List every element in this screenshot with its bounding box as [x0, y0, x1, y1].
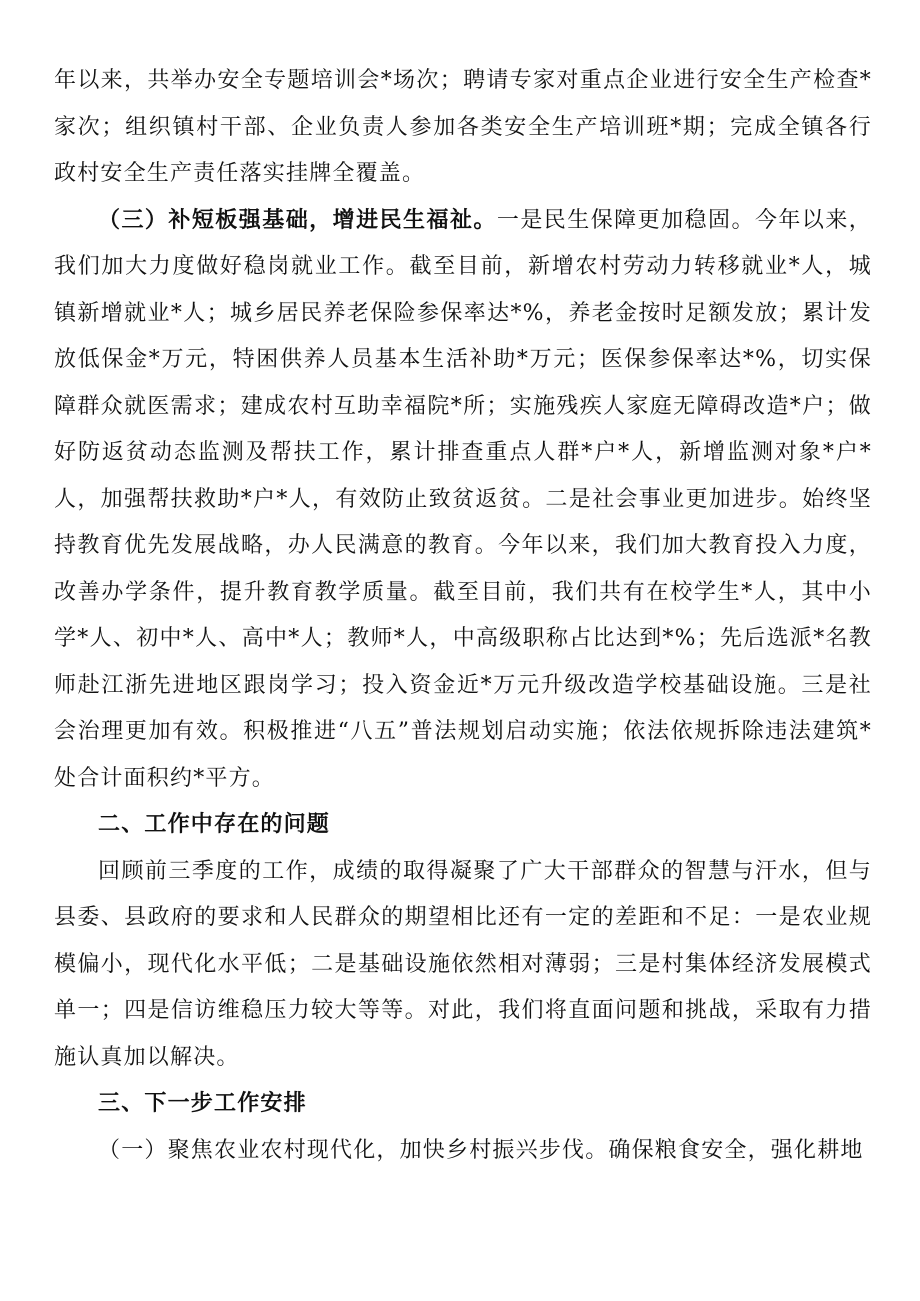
heading-next-steps: 三、下一步工作安排: [98, 1091, 307, 1116]
paragraph-livelihood: [54, 198, 872, 803]
section-lead-livelihood: （三）补短板强基础，增进民生福祉。: [98, 207, 497, 233]
paragraph-safety-training: 年以来，共举办安全专题培训会*场次；聘请专家对重点企业进行安全生产检查*家次；组织镇村干部、企业负责人参加各类安全生产培训班*期；完成全镇各行政村安全生产责任落实挂牌全覆盖。: [54, 68, 872, 186]
paragraph-next-steps: （一）聚焦农业农村现代化，加快乡村振兴步伐。确保粮食安全，强化耕地: [98, 1137, 864, 1163]
heading-problems: 二、工作中存在的问题: [98, 812, 331, 837]
paragraph-problems: 回顾前三季度的工作，成绩的取得凝聚了广大干部群众的智慧与汗水，但与县委、县政府的要求和人民群众的期望相比还有一定的差距和不足：一是农业规模偏小，现代化水平低；二是基础设施依然相对薄弱；三是村集体经济发展模式单一；四是信访维稳压力较大等等。对此，我们将直面问题和挑战，采取有力措施认真加以解决。: [54, 858, 872, 1070]
paragraph-livelihood-body: 一是民生保障更加稳固。今年以来，我们加大力度做好稳岗就业工作。截至目前，新增农村劳动力转移就业*人，城镇新增就业*人；城乡居民养老保险参保率达*%，养老金按时足额发放；累计发放低保金*万元，特困供养人员基本生活补助*万元；医保参保率达*%，切实保障群众就医需求；建成农村互助幸福院*所；实施残疾人家庭无障碍改造*户；做好防返贫动态监测及帮扶工作，累计排查重点人群*户*人，新增监测对象*户*人，加强帮扶救助*户*人，有效防止致贫返贫。二是社会事业更加进步。始终坚持教育优先发展战略，办人民满意的教育。今年以来，我们加大教育投入力度，改善办学条件，提升教育教学质量。截至目前，我们共有在校学生*人，其中小学*人、初中*人、高中*人；教师*人，中高级职称占比达到*%；先后选派*名教师赴江浙先进地区跟岗学习；投入资金近*万元升级改造学校基础设施。三是社会治理更加有效。积极推进“八五”普法规划启动实施；依法依规拆除违法建筑*处合计面积约*平方。: [54, 207, 872, 791]
